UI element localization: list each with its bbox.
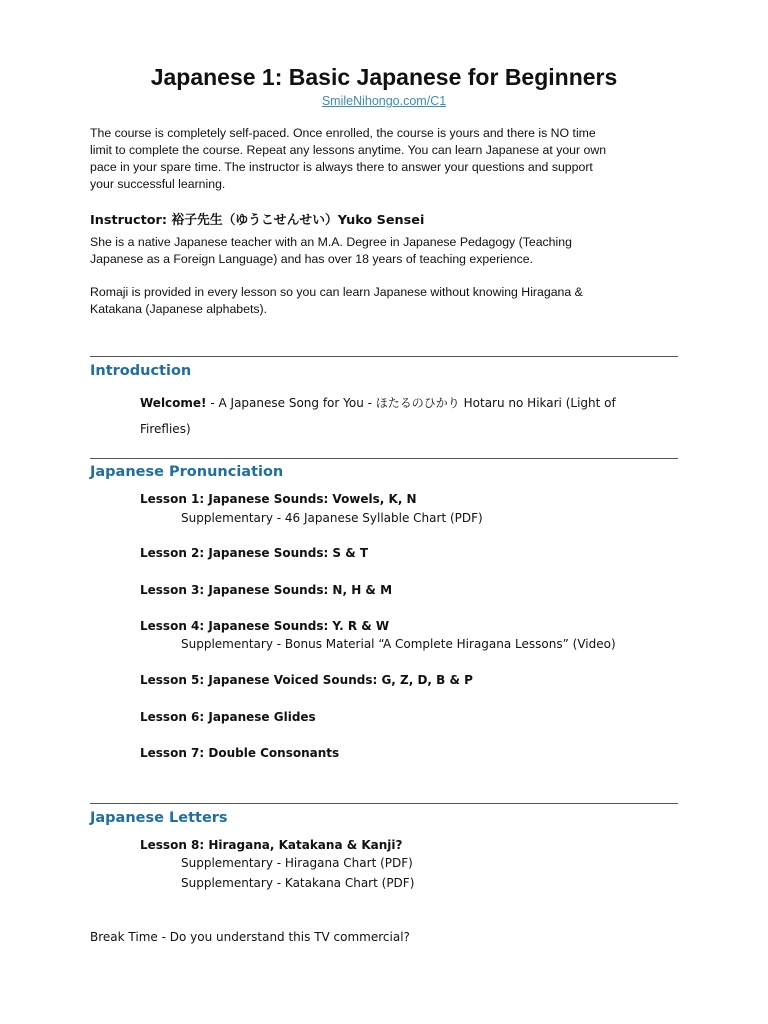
section-title-pronunciation: Japanese Pronunciation [90,464,284,480]
welcome-text-2: Hotaru no Hikari (Light of [459,396,616,410]
instructor-bio [90,234,680,268]
welcome-japanese: ほたるのひかり [375,396,460,410]
intro-line: pace in your spare time. The instructor is always there to answer your questions and support [90,160,593,174]
lesson-4-supplementary[interactable]: Supplementary - Bonus Material “A Complete Hiragana Lessons” (Video) [181,637,616,651]
romaji-note [90,284,680,318]
section-title-letters: Japanese Letters [90,810,228,826]
course-link[interactable]: SmileNihongo.com/C1 [321,94,447,108]
lesson-5[interactable]: Lesson 5: Japanese Voiced Sounds: G, Z, D, B & P [140,673,473,687]
section-title-introduction: Introduction [90,363,192,379]
lesson-8-supplementary-hiragana[interactable]: Supplementary - Hiragana Chart (PDF) [181,856,413,870]
bio-line: Japanese as a Foreign Language) and has over 18 years of teaching experience. [90,252,533,266]
instructor-name: 裕子先生（ゆうこせんせい）Yuko Sensei [171,213,425,228]
welcome-line-2: Fireflies) [140,422,191,436]
lesson-3[interactable]: Lesson 3: Japanese Sounds: N, H & M [140,583,393,597]
welcome-bold: Welcome! [140,396,207,410]
lesson-7[interactable]: Lesson 7: Double Consonants [140,746,340,760]
section-divider [90,803,678,804]
intro-line: limit to complete the course. Repeat any lessons anytime. You can learn Japanese at your own [90,143,607,157]
lesson-1[interactable]: Lesson 1: Japanese Sounds: Vowels, K, N [140,492,417,506]
intro-line: The course is completely self-paced. Once enrolled, the course is yours and there is NO time [90,126,596,140]
lesson-8[interactable]: Lesson 8: Hiragana, Katakana & Kanji? [140,838,403,852]
lesson-1-supplementary[interactable]: Supplementary - 46 Japanese Syllable Chart (PDF) [181,511,483,525]
section-divider [90,458,678,459]
intro-line: your successful learning. [90,177,226,191]
page-title: Japanese 1: Basic Japanese for Beginners [150,64,618,90]
lesson-2[interactable]: Lesson 2: Japanese Sounds: S & T [140,546,369,560]
lesson-4[interactable]: Lesson 4: Japanese Sounds: Y. R & W [140,619,390,633]
welcome-item[interactable] [140,390,660,442]
welcome-text: - A Japanese Song for You - [206,396,376,410]
romaji-line: Katakana (Japanese alphabets). [90,302,268,316]
section-divider [90,356,678,357]
bio-line: She is a native Japanese teacher with an M.A. Degree in Japanese Pedagogy (Teaching [90,235,572,249]
lesson-6[interactable]: Lesson 6: Japanese Glides [140,710,316,724]
welcome-line-1 [140,390,660,416]
romaji-line: Romaji is provided in every lesson so you can learn Japanese without knowing Hiragana & [90,285,583,299]
lesson-8-supplementary-katakana[interactable]: Supplementary - Katakana Chart (PDF) [181,876,415,890]
break-time-item[interactable]: Break Time - Do you understand this TV commercial? [90,930,410,944]
instructor-label: Instructor: [90,213,167,228]
intro-paragraph [90,125,680,193]
instructor-line [90,209,424,228]
